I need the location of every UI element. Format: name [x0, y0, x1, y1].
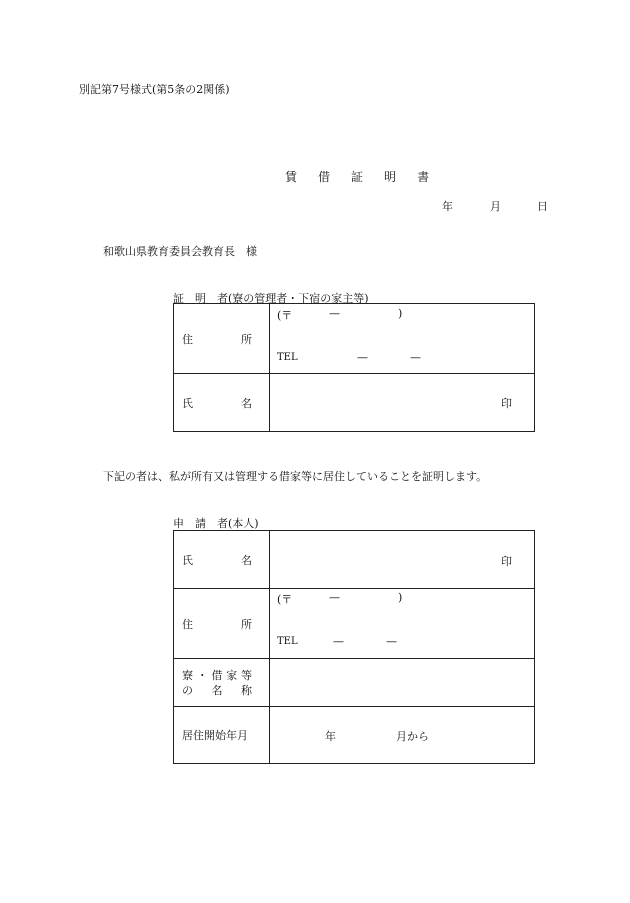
certifier-heading: 証 明 者(寮の管理者・下宿の家主等)	[173, 292, 369, 305]
applicant-heading: 申 請 者(本人)	[173, 517, 259, 530]
form-number: 別記第7号様式(第5条の2関係)	[79, 83, 230, 96]
postal-dash: —	[329, 591, 340, 604]
seal-mark: 印	[501, 397, 512, 410]
tel-dash: —	[410, 351, 421, 364]
tel-dash: —	[386, 635, 397, 648]
applicant-name-field[interactable]	[270, 531, 535, 589]
postal-open: (〒	[277, 309, 293, 322]
applicant-address-field[interactable]	[270, 589, 535, 659]
certifier-address-field[interactable]	[270, 304, 535, 374]
tel-dash: —	[333, 635, 344, 648]
postal-open: (〒	[277, 593, 293, 606]
tel-label: TEL	[277, 352, 298, 363]
title-char: 書	[417, 170, 430, 184]
certifier-name-field[interactable]	[270, 374, 535, 432]
title-char: 証	[351, 170, 364, 184]
certification-statement: 下記の者は、私が所有又は管理する借家等に居住していることを証明します。	[103, 470, 488, 483]
seal-mark: 印	[501, 555, 512, 568]
date-day: 日	[537, 200, 548, 213]
tel-label: TEL	[277, 636, 298, 647]
dorm-name-field[interactable]	[270, 659, 535, 707]
title-char: 明	[384, 170, 397, 184]
certifier-name-label: 氏 名	[174, 374, 270, 432]
tel-dash: —	[357, 351, 368, 364]
certifier-address-label: 住 所	[174, 304, 270, 374]
document-title	[285, 168, 429, 185]
residence-start-label: 居住開始年月	[174, 707, 270, 764]
postal-close: )	[398, 591, 403, 604]
date-month: 月	[490, 200, 501, 213]
applicant-name-label: 氏 名	[174, 531, 270, 589]
title-char: 借	[318, 170, 331, 184]
dorm-name-label: 寮 ・ 借 家 等 の 名 称	[174, 659, 270, 707]
postal-dash: —	[329, 307, 340, 320]
start-year-unit: 年	[325, 730, 336, 743]
postal-close: )	[398, 307, 403, 320]
title-char: 賃	[285, 170, 298, 184]
date-year: 年	[442, 200, 453, 213]
applicant-table	[173, 530, 535, 764]
certifier-table	[173, 303, 535, 432]
residence-start-field[interactable]	[270, 707, 535, 764]
start-month-unit: 月から	[396, 730, 429, 743]
addressee: 和歌山県教育委員会教育長 様	[103, 245, 257, 258]
applicant-address-label: 住 所	[174, 589, 270, 659]
